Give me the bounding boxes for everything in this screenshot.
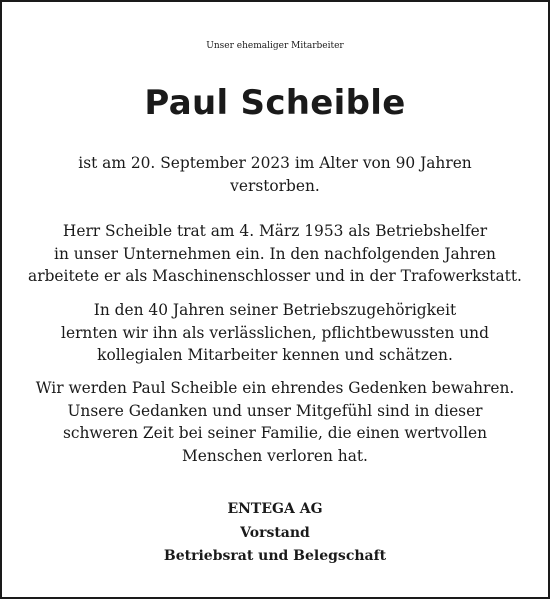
remembrance-line: Menschen verloren hat. [182, 446, 368, 465]
death-paragraph [2, 152, 548, 197]
board-signature: Vorstand [240, 524, 310, 541]
company-name: ENTEGA AG [227, 501, 323, 517]
staff-signature: Betriebsrat und Belegschaft [163, 548, 387, 564]
remembrance-line: Unsere Gedanken und unser Mitgefühl sind in dieser [67, 401, 483, 420]
intro-text: Unser ehemaliger Mitarbeiter [206, 41, 344, 51]
tribute-line: lernten wir ihn als verlässlichen, pflichtbewussten und [61, 323, 489, 342]
career-line: in unser Unternehmen ein. In den nachfolgenden Jahren [54, 244, 496, 263]
tribute-line: kollegialen Mitarbeiter kennen und schätzen. [97, 346, 453, 364]
remembrance-line: schweren Zeit bei seiner Familie, die einen wertvollen [62, 424, 488, 442]
remembrance-line: Wir werden Paul Scheible ein ehrendes Gedenken bewahren. [35, 379, 515, 397]
remembrance-paragraph [2, 377, 548, 467]
obituary-notice [2, 2, 548, 597]
career-line: Herr Scheible trat am 4. März 1953 als Betriebshelfer [62, 222, 488, 240]
death-line: ist am 20. September 2023 im Alter von 90 Jahren [78, 154, 472, 172]
career-line: arbeitete er als Maschinenschlosser und in der Trafowerkstatt. [28, 267, 522, 285]
tribute-paragraph [2, 299, 548, 367]
signature-block [2, 498, 548, 569]
career-paragraph [2, 220, 548, 288]
tribute-line: In den 40 Jahren seiner Betriebszugehörigkeit [93, 301, 457, 319]
death-line: verstorben. [230, 176, 320, 195]
deceased-name: Paul Scheible [144, 83, 406, 123]
